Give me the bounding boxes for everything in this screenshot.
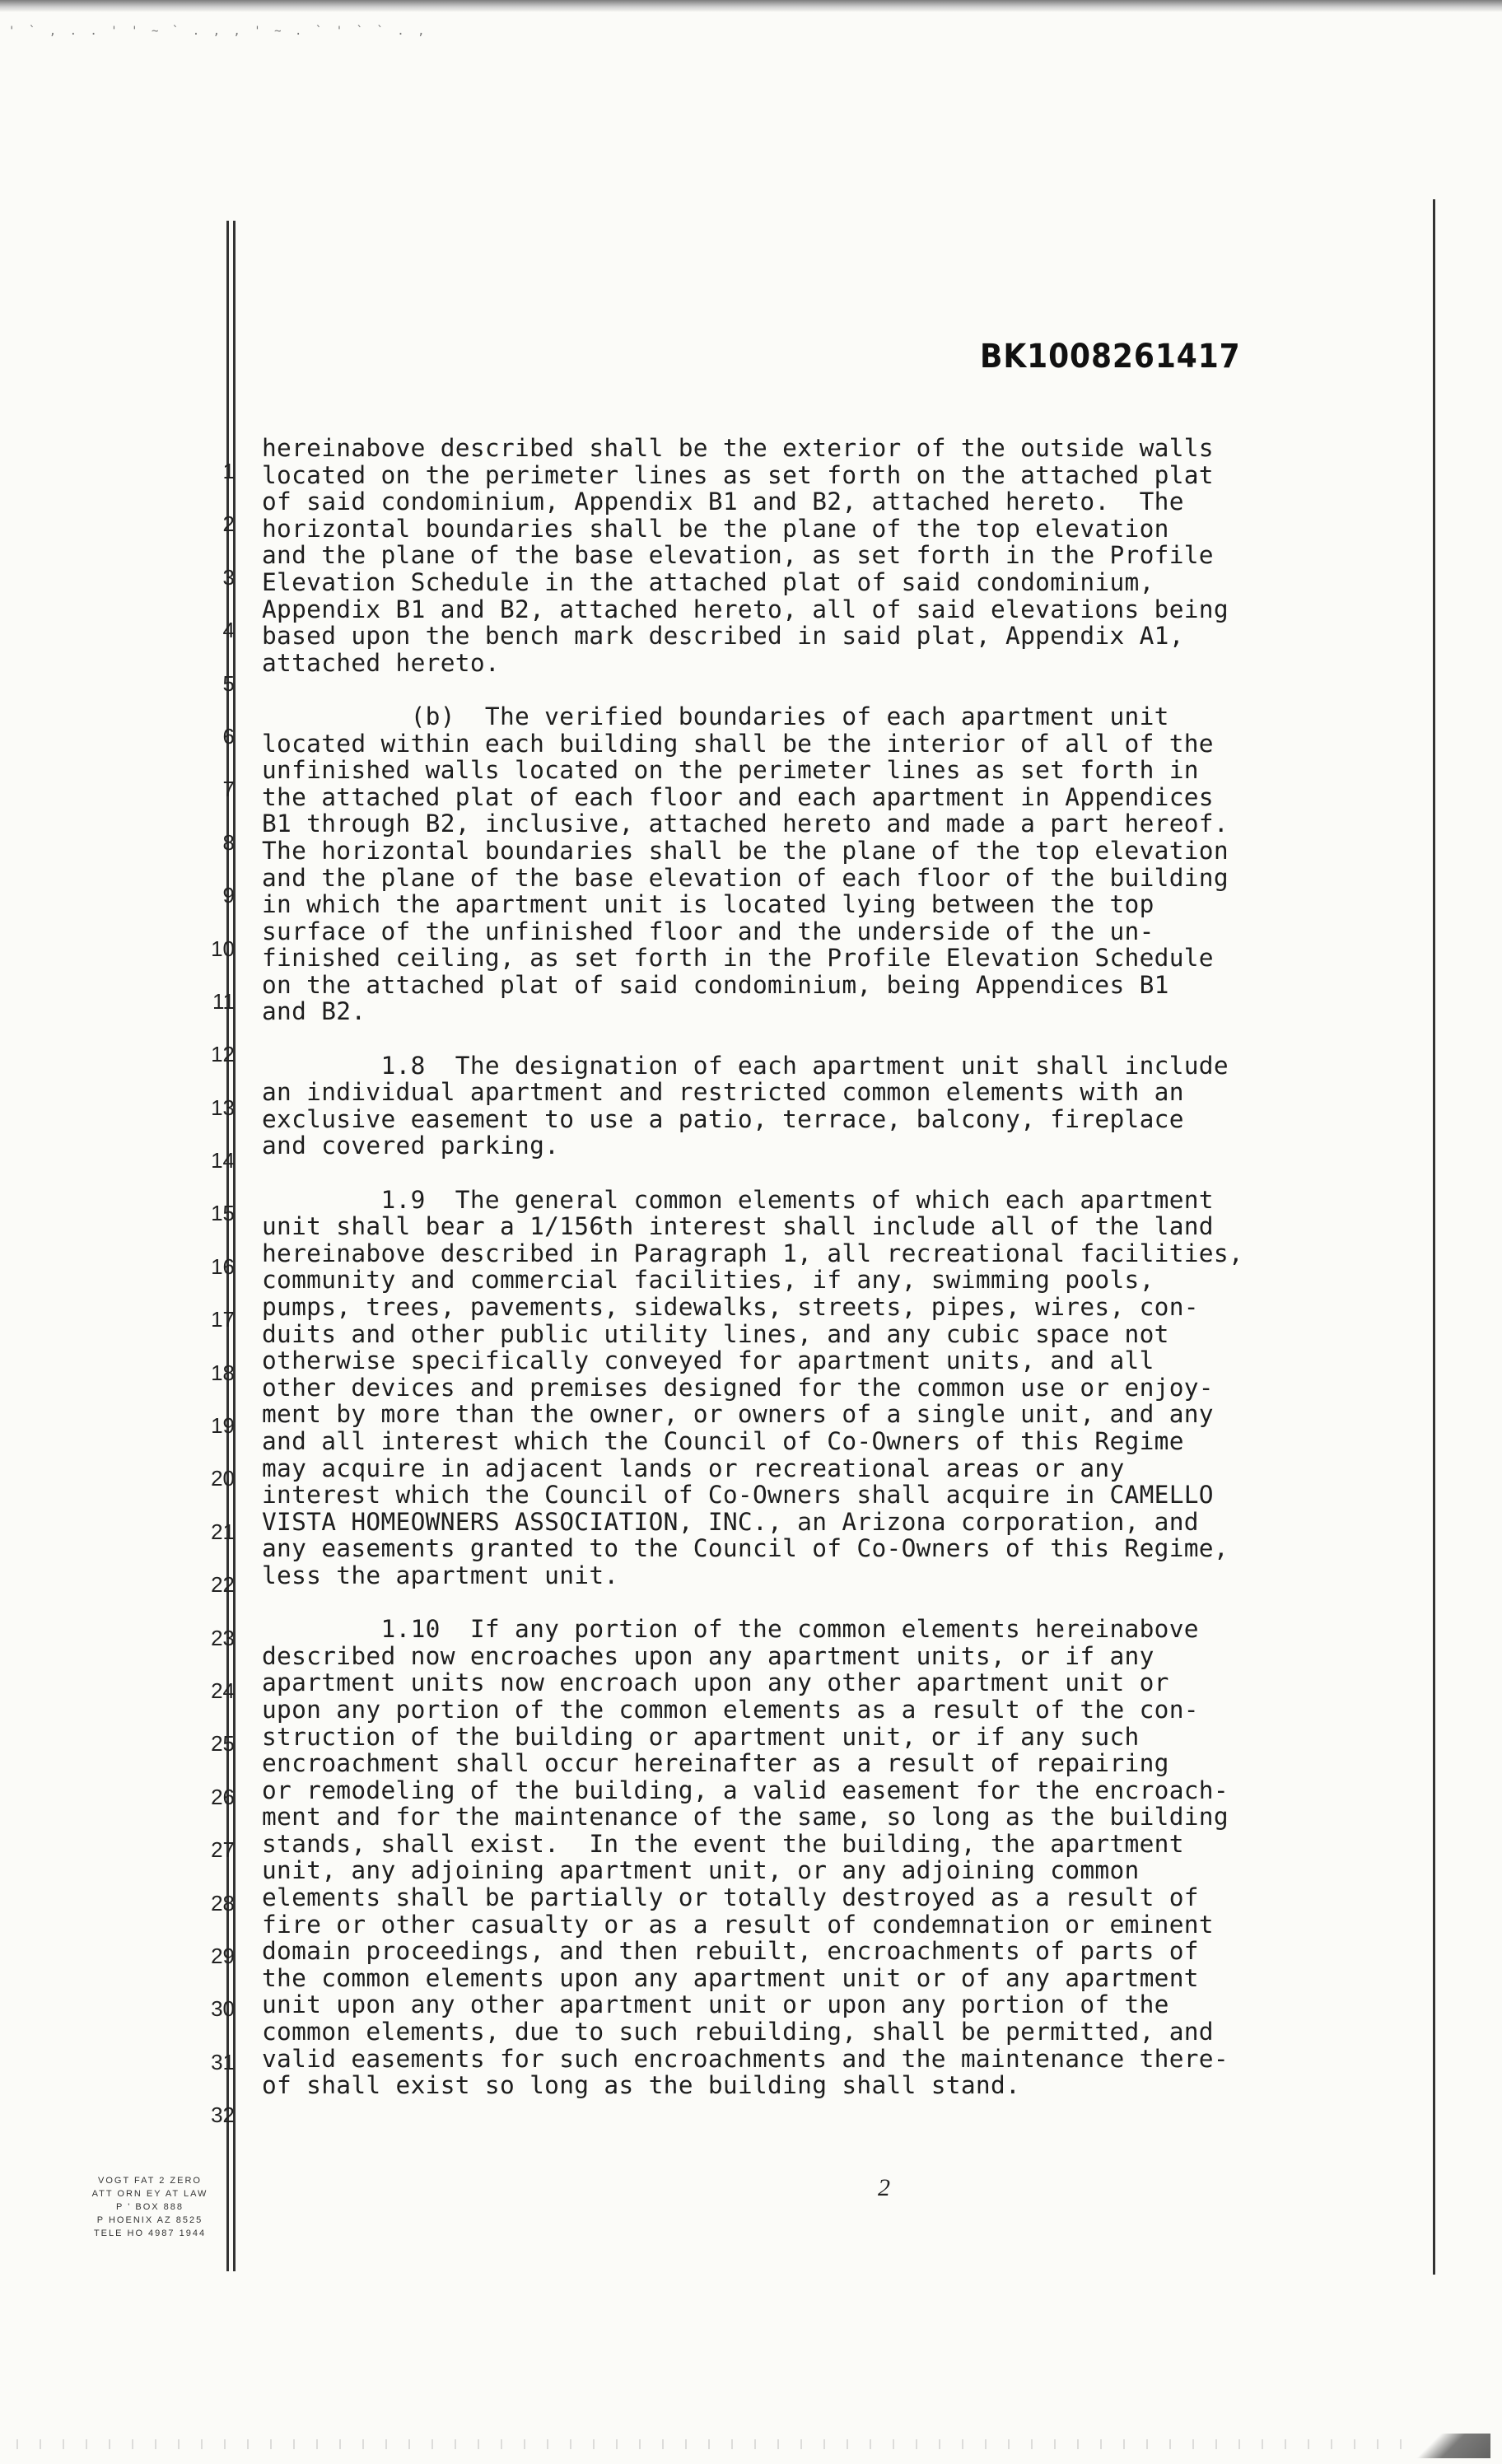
text-line: community and commercial facilities, if any, swimming pools, [262,1266,1154,1295]
attorney-stamp [68,2174,232,2240]
text-line: of said condominium, Appendix B1 and B2, attached hereto. The [262,488,1184,516]
attorney-stamp-line: TELE HO 4987 1944 [93,2228,207,2238]
text-line: apartment units now encroach upon any other apartment unit or [262,1668,1169,1697]
text-line: elements shall be partially or totally destroyed as a result of [262,1883,1199,1912]
text-line: unit shall bear a 1/156th interest shall include all of the land [262,1212,1214,1241]
line-number: 24 [211,1678,235,1703]
line-number: 28 [211,1890,235,1916]
text-line: B1 through B2, inclusive, attached hereto and made a part hereof. [262,810,1229,838]
line-number: 7 [222,777,235,802]
text-line: described now encroaches upon any apartment units, or if any [262,1641,1154,1670]
text-line: otherwise specifically conveyed for apartment units, and all [262,1346,1154,1375]
text-line: VISTA HOMEOWNERS ASSOCIATION, INC., an Arizona corporation, and [262,1507,1199,1536]
text-line: Appendix B1 and B2, attached hereto, all of said elevations being [262,595,1229,623]
text-line: interest which the Council of Co-Owners shall acquire in CAMELLO [262,1481,1214,1510]
line-number: 11 [212,988,235,1014]
text-line: 1.8 The designation of each apartment unit shall include [262,1051,1229,1080]
line-number: 2 [222,511,235,537]
line-number: 23 [211,1625,235,1650]
line-number: 31 [211,2049,235,2074]
document-body [262,435,1406,2099]
text-line: of shall exist so long as the building shall stand. [262,2071,1021,2100]
line-number: 19 [211,1413,235,1439]
text-line: may acquire in adjacent lands or recreational areas or any [262,1454,1125,1482]
text-line: struction of the building or apartment unit, or if any such [262,1722,1140,1751]
text-line: pumps, trees, pavements, sidewalks, streets, pipes, wires, con- [262,1293,1199,1321]
text-line: valid easements for such encroachments and the maintenance there- [262,2044,1229,2073]
text-line: (b) The verified boundaries of each apartment unit [262,702,1169,730]
line-number: 16 [211,1253,235,1279]
text-line: stands, shall exist. In the event the building, the apartment [262,1829,1184,1858]
scan-corner-mark [1392,2434,1490,2458]
text-line: in which the apartment unit is located lying between the top [262,890,1154,919]
text-line: the common elements upon any apartment unit or of any apartment [262,1963,1199,1992]
attorney-stamp-line: VOGT FAT 2 ZERO [98,2176,202,2186]
line-number: 14 [211,1148,235,1174]
text-line: hereinabove described in Paragraph 1, all recreational facilities, [262,1239,1243,1267]
text-line: Elevation Schedule in the attached plat of said condominium, [262,567,1154,596]
text-line: common elements, due to such rebuilding, shall be permitted, and [262,2018,1214,2046]
text-line: and B2. [262,997,366,1026]
text-line: horizontal boundaries shall be the plane of the top elevation [262,514,1169,543]
text-line: The horizontal boundaries shall be the plane of the top elevation [262,836,1229,865]
text-line: located on the perimeter lines as set forth on the attached plat [262,460,1214,489]
line-number: 30 [211,1996,235,2022]
text-line: encroachment shall occur hereinafter as a result of repairing [262,1749,1169,1778]
line-number: 27 [211,1837,235,1863]
text-line [262,1025,1406,1052]
line-number: 9 [222,883,235,908]
text-line: unit upon any other apartment unit or upon any portion of the [262,1990,1169,2019]
text-line: other devices and premises designed for the common use or enjoy- [262,1373,1214,1402]
text-line: hereinabove described shall be the exterior of the outside walls [262,434,1214,462]
attorney-stamp-line: ATT ORN EY AT LAW [91,2189,208,2199]
text-line: on the attached plat of said condominium, being Appendices B1 [262,970,1169,999]
line-number: 15 [211,1201,235,1226]
scan-bottom-edge [16,2439,1416,2449]
text-line: duits and other public utility lines, and any cubic space not [262,1319,1169,1348]
text-line: the attached plat of each floor and each apartment in Appendices [262,782,1214,811]
text-line: ment and for the maintenance of the same, so long as the building [262,1803,1229,1832]
line-number: 10 [211,936,235,961]
line-number: 22 [211,1572,235,1598]
text-line: or remodeling of the building, a valid easement for the encroach- [262,1776,1229,1804]
text-line: ment by more than the owner, or owners of a single unit, and any [262,1400,1214,1429]
line-number: 29 [211,1943,235,1968]
text-line: and the plane of the base elevation, as set forth in the Profile [262,541,1214,570]
line-number: 17 [211,1307,235,1332]
text-line: and the plane of the base elevation of each floor of the building [262,863,1229,892]
text-line: 1.9 The general common elements of which each apartment [262,1185,1214,1214]
line-number: 21 [211,1519,235,1544]
line-number: 8 [222,829,235,855]
text-line [262,676,1406,703]
text-line: surface of the unfinished floor and the underside of the un- [262,917,1154,945]
text-line: exclusive easement to use a patio, terrace, balcony, fireplace [262,1104,1184,1133]
text-line: and all interest which the Council of Co-Owners of this Regime [262,1426,1184,1455]
text-line: based upon the bench mark described in said plat, Appendix A1, [262,622,1184,651]
scan-top-edge [0,0,1502,12]
docket-number: BK1008261417 [980,338,1241,376]
text-line [262,1589,1406,1617]
text-line: upon any portion of the common elements as a result of the con- [262,1695,1199,1724]
line-number: 13 [211,1094,235,1120]
text-line [262,1160,1406,1187]
text-line: finished ceiling, as set forth in the Profile Elevation Schedule [262,944,1214,973]
page-number: 2 [878,2174,890,2201]
text-line: and covered parking. [262,1132,560,1160]
line-number: 32 [211,2102,235,2128]
text-line: an individual apartment and restricted common elements with an [262,1078,1184,1107]
text-line: located within each building shall be the interior of all of the [262,729,1214,758]
text-line: attached hereto. [262,648,500,677]
text-line: 1.10 If any portion of the common elements hereinabove [262,1615,1199,1644]
line-number: 25 [211,1731,235,1757]
line-number: 1 [222,459,235,483]
line-number: 20 [211,1466,235,1491]
text-line: fire or other casualty or as a result of condemnation or eminent [262,1910,1214,1939]
text-line: unfinished walls located on the perimeter lines as set forth in [262,756,1199,785]
line-number: 6 [222,723,235,749]
line-number: 3 [222,564,235,590]
line-number: 12 [211,1042,235,1067]
line-number: 5 [222,670,235,696]
line-number: 18 [211,1360,235,1385]
line-number: 26 [211,1784,235,1809]
scan-noise: ' ` , . . ' ' ~ ` . , , ' ~ . ` ' ` ` . , [8,25,428,38]
line-number: 4 [222,618,235,643]
right-margin-rule [1433,199,1435,2275]
line-number-column [185,451,235,2149]
text-line: less the apartment unit. [262,1561,619,1589]
attorney-stamp-line: P ' BOX 888 [116,2202,184,2212]
text-line: any easements granted to the Council of Co-Owners of this Regime, [262,1534,1229,1563]
text-line: domain proceedings, and then rebuilt, encroachments of parts of [262,1937,1199,1966]
attorney-stamp-line: P HOENIX AZ 8525 [96,2215,203,2225]
text-line: unit, any adjoining apartment unit, or any adjoining common [262,1856,1140,1885]
